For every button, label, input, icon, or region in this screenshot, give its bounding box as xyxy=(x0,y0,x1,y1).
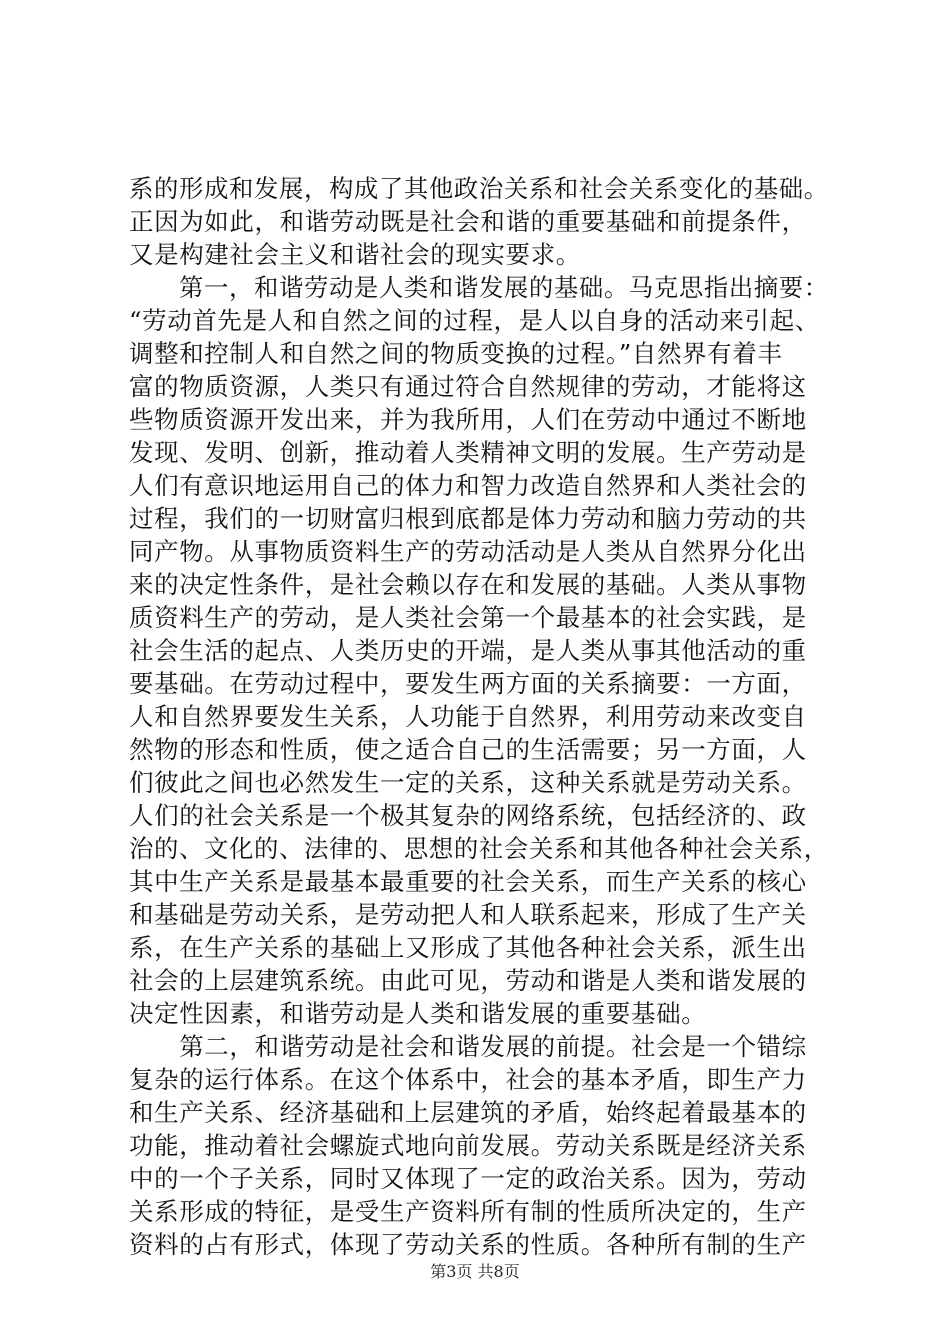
text-line: 复杂的运行体系。在这个体系中，社会的基本矛盾，即生产力 xyxy=(129,1065,807,1094)
text-line: 中的一个子关系，同时又体现了一定的政治关系。因为，劳动 xyxy=(129,1164,807,1193)
text-line: 决定性因素，和谐劳动是人类和谐发展的重要基础。 xyxy=(129,999,707,1028)
text-line: 来的决定性条件，是社会赖以存在和发展的基础。人类从事物 xyxy=(129,570,807,599)
text-line: 和基础是劳动关系，是劳动把人和人联系起来，形成了生产关 xyxy=(129,900,807,929)
text-line: 质资料生产的劳动，是人类社会第一个最基本的社会实践，是 xyxy=(129,603,807,632)
text-line: 系，在生产关系的基础上又形成了其他各种社会关系，派生出 xyxy=(129,933,807,962)
text-line: 治的、文化的、法律的、思想的社会关系和其他各种社会关系， xyxy=(129,834,829,863)
page-number-footer: 第3页 共8页 xyxy=(430,1262,520,1281)
text-line: 关系形成的特征，是受生产资料所有制的性质所决定的，生产 xyxy=(129,1197,807,1226)
text-line: 人和自然界要发生关系，人功能于自然界，利用劳动来改变自 xyxy=(129,702,807,731)
text-line: 其中生产关系是最基本最重要的社会关系，而生产关系的核心 xyxy=(129,867,807,896)
text-line: 然物的形态和性质，使之适合自己的生活需要；另一方面，人 xyxy=(129,735,807,764)
text-line: 第一，和谐劳动是人类和谐发展的基础。马克思指出摘要： xyxy=(129,273,829,302)
text-line: 社会生活的起点、人类历史的开端，是人类从事其他活动的重 xyxy=(129,636,807,665)
text-line: 要基础。在劳动过程中，要发生两方面的关系摘要：一方面， xyxy=(129,669,807,698)
text-line: 又是构建社会主义和谐社会的现实要求。 xyxy=(129,240,581,269)
text-line: 同产物。从事物质资料生产的劳动活动是人类从自然界分化出 xyxy=(129,537,807,566)
text-line: 们彼此之间也必然发生一定的关系，这种关系就是劳动关系。 xyxy=(129,768,807,797)
text-line: 系的形成和发展，构成了其他政治关系和社会关系变化的基础。 xyxy=(129,174,829,203)
text-line: 功能，推动着社会螺旋式地向前发展。劳动关系既是经济关系 xyxy=(129,1131,807,1160)
text-line: 富的物质资源，人类只有通过符合自然规律的劳动，才能将这 xyxy=(129,372,807,401)
text-line: 资料的占有形式，体现了劳动关系的性质。各种所有制的生产 xyxy=(129,1230,807,1259)
text-line: 和生产关系、经济基础和上层建筑的矛盾，始终起着最基本的 xyxy=(129,1098,807,1127)
text-line: 第二，和谐劳动是社会和谐发展的前提。社会是一个错综 xyxy=(129,1032,807,1061)
text-line: 些物质资源开发出来，并为我所用，人们在劳动中通过不断地 xyxy=(129,405,807,434)
text-line: 调整和控制人和自然之间的物质变换的过程。”自然界有着丰 xyxy=(129,339,783,368)
body-text xyxy=(129,172,829,1261)
text-line: 发现、发明、创新，推动着人类精神文明的发展。生产劳动是 xyxy=(129,438,807,467)
text-line: 人们的社会关系是一个极其复杂的网络系统，包括经济的、政 xyxy=(129,801,807,830)
text-line: 过程，我们的一切财富归根到底都是体力劳动和脑力劳动的共 xyxy=(129,504,807,533)
text-line: 社会的上层建筑系统。由此可见，劳动和谐是人类和谐发展的 xyxy=(129,966,807,995)
text-line: 正因为如此，和谐劳动既是社会和谐的重要基础和前提条件， xyxy=(129,207,807,236)
text-line: 人们有意识地运用自己的体力和智力改造自然界和人类社会的 xyxy=(129,471,807,500)
text-line: “劳动首先是人和自然之间的过程，是人以自身的活动来引起、 xyxy=(129,306,820,335)
